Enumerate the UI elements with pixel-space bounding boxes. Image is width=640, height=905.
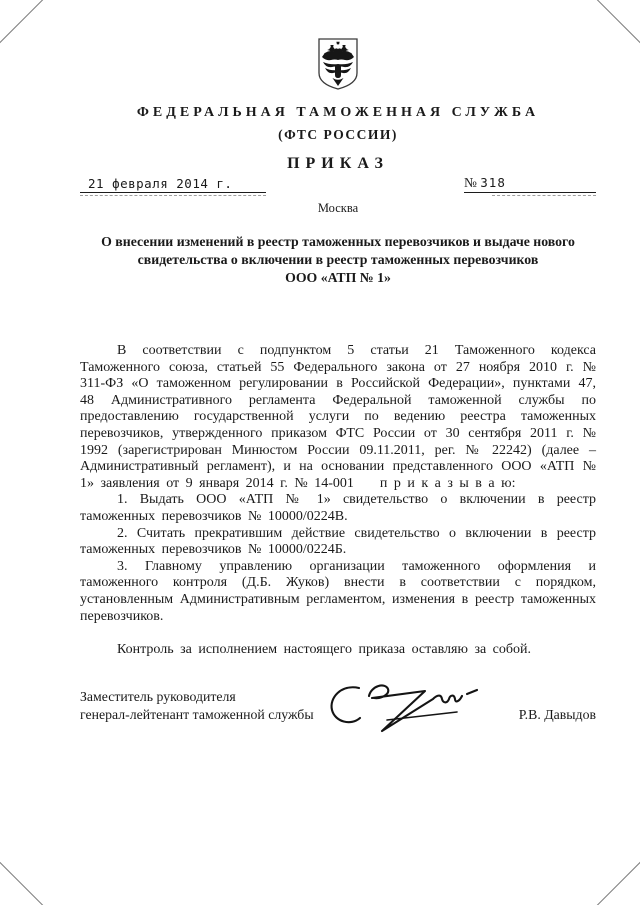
emblem-wrap xyxy=(80,0,596,96)
coat-of-arms-icon xyxy=(317,37,359,91)
handwritten-signature xyxy=(325,674,485,744)
number-value: 318 xyxy=(480,175,506,190)
scan-noise-line xyxy=(492,195,596,196)
document-title xyxy=(80,233,596,287)
city-label: Москва xyxy=(317,201,359,215)
date-value: 21 февраля 2014 г. xyxy=(80,176,266,193)
number-sign: № xyxy=(464,175,477,190)
signer-position-line: генерал-лейтенант таможенной службы xyxy=(80,706,314,722)
control-paragraph: Контроль за исполнением настоящего приказа оставляю за собой. xyxy=(117,642,532,658)
body-paragraph: 2. Считать прекратившим действие свидетельство о включении в реестр таможенных перевозчиков № 10000/0224Б. xyxy=(80,525,596,558)
number-field xyxy=(464,175,596,196)
corner-cut-bottom-right xyxy=(596,861,640,905)
signer-position xyxy=(80,688,314,724)
body-paragraph: 1. Выдать ООО «АТП № 1» свидетельство о включении в реестр таможенных перевозчиков № 10000/0224В. xyxy=(80,492,596,524)
title-line: О внесении изменений в реестр таможенных перевозчиков и выдаче нового xyxy=(101,234,575,249)
signer-name: Р.В. Давыдов xyxy=(518,706,596,722)
org-short-name: (ФТС РОССИИ) xyxy=(278,127,398,142)
title-line: свидетельства о включении в реестр таможенных перевозчиков xyxy=(137,252,539,267)
body-paragraph: В соответствии с подпунктом 5 статьи 21 Таможенного кодекса Таможенного союза, статьей 55 Федерального закона от 27 ноября 2010 г. № 311-ФЗ «О таможенном регулировании в Российской Федерации», пунктами 47, 48 Административного регламента Федеральной таможенной службы по предоставлению государственной услуги по ведению реестра таможенных перевозчиков, утвержденного приказом ФТС России от 30 сентября 2011 г. № 1992 (зарегистрирован Минюстом России 09.11.2011, рег. № 22242) (далее – Административный регламент), и на основании представленного ООО «АТП № 1» заявления от 9 января 2014 г. № 14-001 п р и к а з ы в а ю: xyxy=(80,343,596,491)
date-number-row xyxy=(80,175,596,196)
document-body xyxy=(80,343,596,659)
doc-type-heading: ПРИКАЗ xyxy=(287,155,389,172)
scan-noise-line xyxy=(80,195,266,196)
date-field xyxy=(80,176,266,196)
title-line: ООО «АТП № 1» xyxy=(285,270,391,285)
corner-cut-bottom-left xyxy=(0,861,44,905)
body-paragraph: 3. Главному управлению организации таможенного оформления и таможенного контроля (Д.Б. Жуков) внести в соответствии с порядком, установленным Административным регламентом, изменения в реестр таможенных перевозчиков. xyxy=(80,558,596,624)
signer-position-line: Заместитель руководителя xyxy=(80,688,236,704)
org-name: ФЕДЕРАЛЬНАЯ ТАМОЖЕННАЯ СЛУЖБА xyxy=(136,105,540,120)
signature-block xyxy=(80,688,596,724)
